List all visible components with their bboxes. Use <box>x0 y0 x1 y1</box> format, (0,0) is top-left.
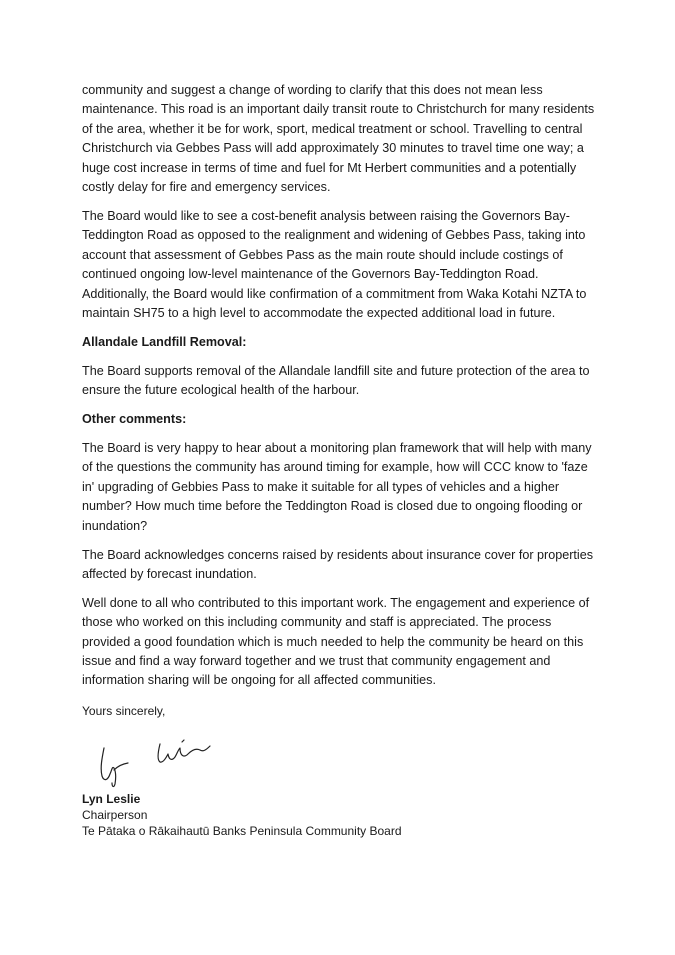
body-paragraph-2: The Board would like to see a cost-benefit analysis between raising the Governors Bay-Teddington Road as opposed to the realignment and widening of Gebbes Pass, taking into account that assessment of Gebbes Pass as the main route should include costings of continued ongoing low-level maintenance of the Governors Bay-Teddington Road. Additionally, the Board would like confirmation of a commitment from Waka Kotahi NZTA to maintain SH75 to a high level to accommodate the expected additional load in future. <box>82 208 587 320</box>
landfill-paragraph: The Board supports removal of the Allandale landfill site and future protection of the area to ensure the future ecological health of the harbour. <box>82 363 590 398</box>
letter-body <box>82 81 600 840</box>
closing-salutation: Yours sincerely, <box>82 703 166 718</box>
signatory-organization: Te Pātaka o Rākaihautū Banks Peninsula Community Board <box>82 824 402 839</box>
signatory-name: Lyn Leslie <box>82 791 141 806</box>
other-comments-paragraph-2: The Board acknowledges concerns raised by residents about insurance cover for properties affected by forecast inundation. <box>82 547 594 581</box>
section-heading-landfill: Allandale Landfill Removal: <box>82 334 247 349</box>
other-comments-paragraph-1: The Board is very happy to hear about a monitoring plan framework that will help with many of the questions the community has around timing for example, how will CCC know to 'faze in' upgrading of Gebbies Pass to make it suitable for all types of vehicles and a higher number? How much time before the Teddington Road is closed due to ongoing flooding or inundation? <box>82 441 592 533</box>
signatory-title: Chairperson <box>82 808 148 823</box>
signature-block <box>82 791 600 840</box>
handwritten-signature <box>90 730 220 788</box>
body-paragraph-1: community and suggest a change of wording to clarify that this does not mean less maintenance. This road is an important daily transit route to Christchurch for many residents of the area, whether it be for work, sport, medical treatment or school. Travelling to central Christchurch via Gebbes Pass will add approximately 30 minutes to travel time one way; a huge cost increase in terms of time and fuel for Mt Herbert communities and a potentially costly delay for fire and emergency services. <box>82 83 595 195</box>
other-comments-paragraph-3: Well done to all who contributed to this important work. The engagement and experience of those who worked on this including community and staff is appreciated. The process provided a good foundation which is much needed to help the community be heard on this issue and find a way forward together and we trust that community engagement and information sharing will be ongoing for all affected communities. <box>82 595 590 688</box>
section-heading-other-comments: Other comments: <box>82 412 187 427</box>
